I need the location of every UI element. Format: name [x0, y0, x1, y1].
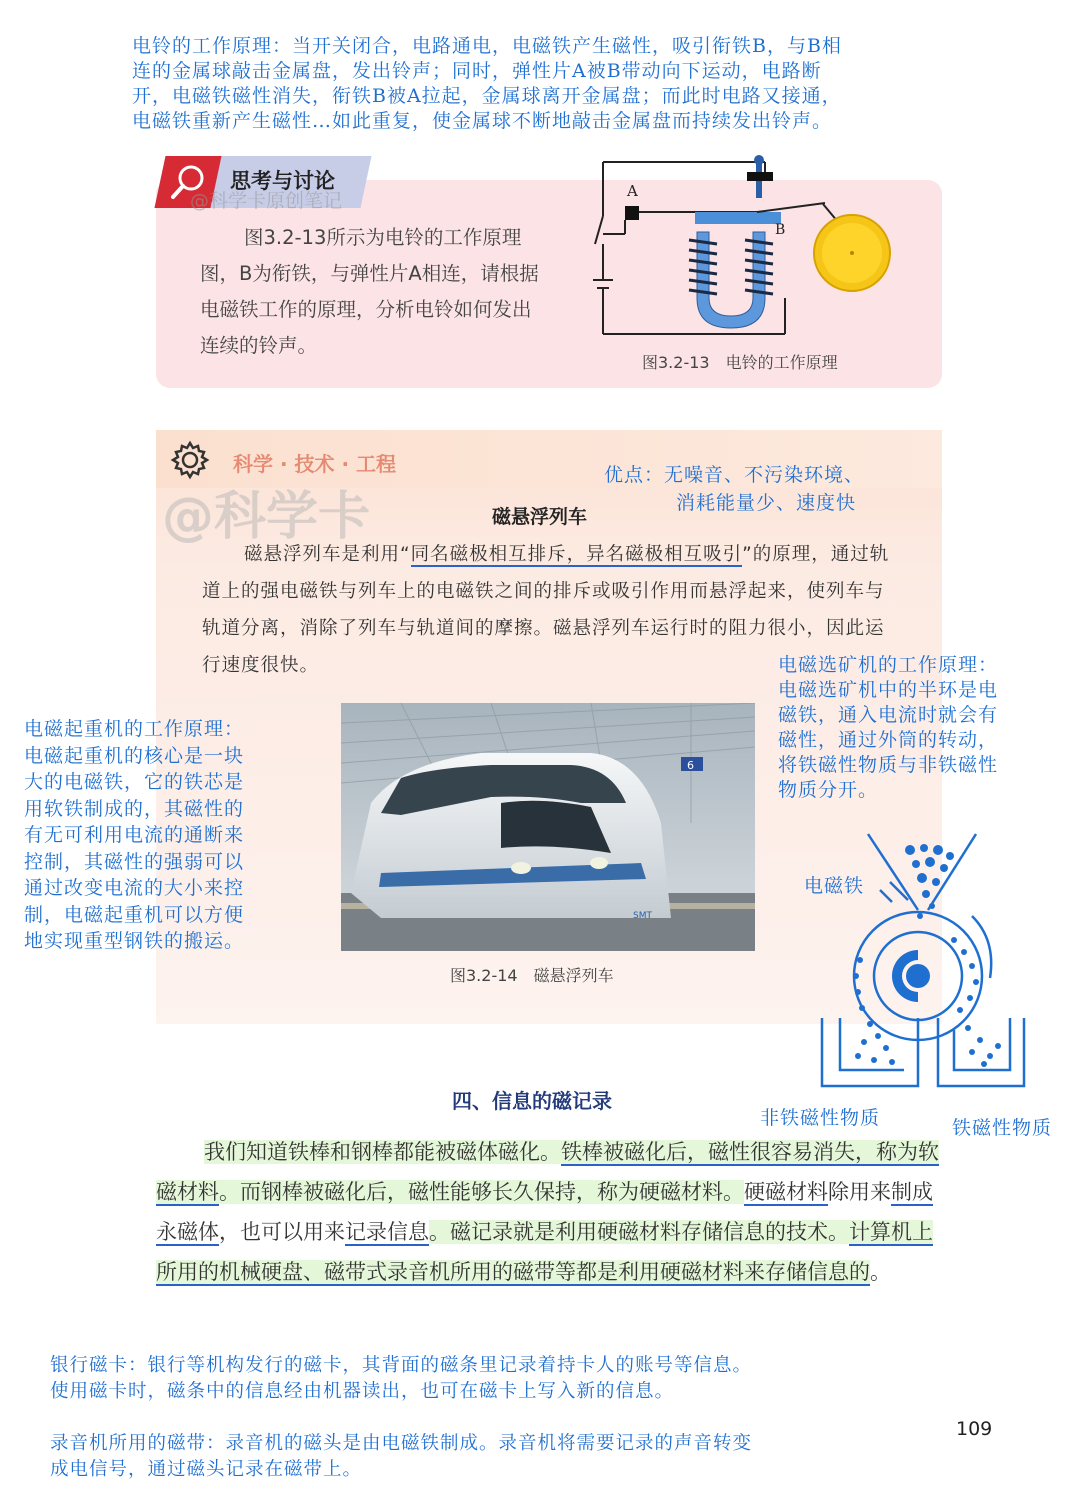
note-line: 磁铁，通入电流时就会有 — [778, 704, 999, 726]
note-line: 电磁选矿机中的半环是电 — [778, 679, 999, 701]
para-text: ，也可以用来 — [219, 1220, 345, 1244]
note-line: 有无可利用电流的通断来 — [24, 824, 245, 846]
para-hard-magnetic: 硬磁材料 — [744, 1180, 828, 1204]
watermark-small: @科学卡原创笔记 — [190, 190, 343, 212]
magnetic-recording-paragraph — [156, 1132, 946, 1292]
maglev-text-start: 磁悬浮列车是利用“ — [244, 544, 411, 565]
note-line: 物质分开。 — [778, 779, 879, 801]
note-line: 连的金属球敲击金属盘，发出铃声；同时，弹性片A被B带动向下运动，电路断 — [132, 60, 822, 82]
note-line: 电磁起重机的核心是一块 — [24, 744, 245, 767]
note-line: 电磁选矿机的工作原理： — [778, 654, 999, 676]
bell-figure-caption: 图3.2-13 电铃的工作原理 — [642, 353, 838, 372]
maglev-title: 磁悬浮列车 — [492, 506, 588, 528]
magnetic-separator-note — [778, 653, 998, 803]
note-line: 优点：无噪音、不污染环境、 — [604, 464, 865, 486]
watermark-large: @科学卡 — [162, 487, 371, 547]
note-line: 制，电磁起重机可以方便 — [24, 903, 245, 926]
think-discuss-title: 思考与讨论 — [230, 169, 335, 193]
note-line: 将铁磁性物质与非铁磁性 — [778, 754, 999, 776]
note-line: 消耗能量少、速度快 — [676, 492, 857, 514]
note-line: 磁性，通过外筒的转动， — [778, 729, 999, 751]
magnetic-pole-law: 同名磁极相互排斥，异名磁极相互吸引 — [410, 544, 743, 565]
label-a: A — [627, 182, 638, 200]
bell-principle-note — [132, 34, 1032, 134]
ste-header-title: 科学 · 技术 · 工程 — [233, 452, 397, 476]
label-ferrous: 铁磁性物质 — [952, 1117, 1053, 1139]
think-discuss-body — [200, 220, 545, 364]
tape-note — [50, 1431, 752, 1483]
para-text: 除用来 — [828, 1180, 891, 1204]
label-electromagnet: 电磁铁 — [804, 875, 865, 897]
para-sentence: 。磁记录就是利用硬磁材料存储信息的技术。 — [429, 1220, 849, 1244]
maglev-text-rest: ”的原理，通过轨道上的强电磁铁与列车上的电磁铁之间的排斥或吸引作用而悬浮起来，使列车与轨道分离，消除了列车与轨道间的摩擦。磁悬浮列车运行时的阻力很小，因此运行速度很快。 — [202, 544, 890, 676]
train-logo: SMT — [633, 911, 652, 921]
label-b: B — [775, 222, 786, 238]
para-sentence-underlined: 计算机上所用的机械硬盘、磁带式录音机所用的磁带等都是利用硬磁材料来存储信息的 — [156, 1220, 933, 1284]
note-line: 成电信号，通过磁头记录在磁带上。 — [50, 1459, 363, 1480]
para-permanent-magnet: 制成永磁体 — [156, 1180, 933, 1244]
advantages-note — [604, 461, 864, 517]
think-discuss-text: 图3.2-13所示为电铃的工作原理图，B为衔铁，与弹性片A相连，请根据电磁铁工作的原理，分析电铃如何发出连续的铃声。 — [200, 226, 539, 357]
note-line: 电磁起重机的工作原理： — [24, 718, 245, 740]
platform-sign-number: 6 — [687, 759, 694, 772]
electromagnetic-crane-note — [24, 716, 244, 955]
magnetic-separator-drawing — [800, 820, 1076, 1100]
bank-card-note — [50, 1353, 752, 1405]
note-line: 通过改变电流的大小来控 — [24, 877, 245, 899]
electric-bell-diagram — [585, 148, 905, 344]
maglev-train-photo — [341, 703, 755, 951]
note-line: 用软铁制成的，其磁性的 — [24, 797, 245, 820]
note-line: 录音机所用的磁带：录音机的磁头是由电磁铁制成。录音机将需要记录的声音转变 — [50, 1433, 753, 1454]
note-line: 使用磁卡时，磁条中的信息经由机器读出，也可在磁卡上写入新的信息。 — [50, 1381, 675, 1402]
note-line: 开，电磁铁磁性消失，衔铁B被A拉起，金属球离开金属盘；而此时电路又接通， — [132, 85, 842, 107]
train-photo-caption: 图3.2-14 磁悬浮列车 — [450, 966, 614, 985]
page-number: 109 — [956, 1418, 993, 1440]
label-nonferrous: 非铁磁性物质 — [760, 1107, 881, 1129]
note-line: 大的电磁铁，它的铁芯是 — [24, 771, 245, 793]
note-line: 控制，其磁性的强弱可以 — [24, 850, 245, 873]
para-sentence: 我们知道铁棒和钢棒都能被磁体磁化。 — [204, 1140, 561, 1164]
note-line: 银行磁卡：银行等机构发行的磁卡，其背面的磁条里记录着持卡人的账号等信息。 — [50, 1355, 753, 1376]
para-record-info: 记录信息 — [345, 1220, 429, 1244]
section-heading: 四、信息的磁记录 — [452, 1089, 612, 1113]
para-sentence: 。而钢棒被磁化后，磁性能够长久保持，称为硬磁材料。 — [219, 1180, 744, 1204]
note-line: 地实现重型钢铁的搬运。 — [24, 930, 245, 952]
note-line: 电磁铁重新产生磁性…如此重复，使金属球不断地敲击金属盘而持续发出铃声。 — [132, 110, 833, 132]
para-text: 。 — [870, 1260, 891, 1284]
para-sentence-underlined: 铁棒被磁化后，磁性很容易消失，称为软磁材料 — [156, 1140, 939, 1204]
note-line: 电铃的工作原理：当开关闭合，电路通电，电磁铁产生磁性，吸引衔铁B，与B相 — [132, 35, 842, 57]
